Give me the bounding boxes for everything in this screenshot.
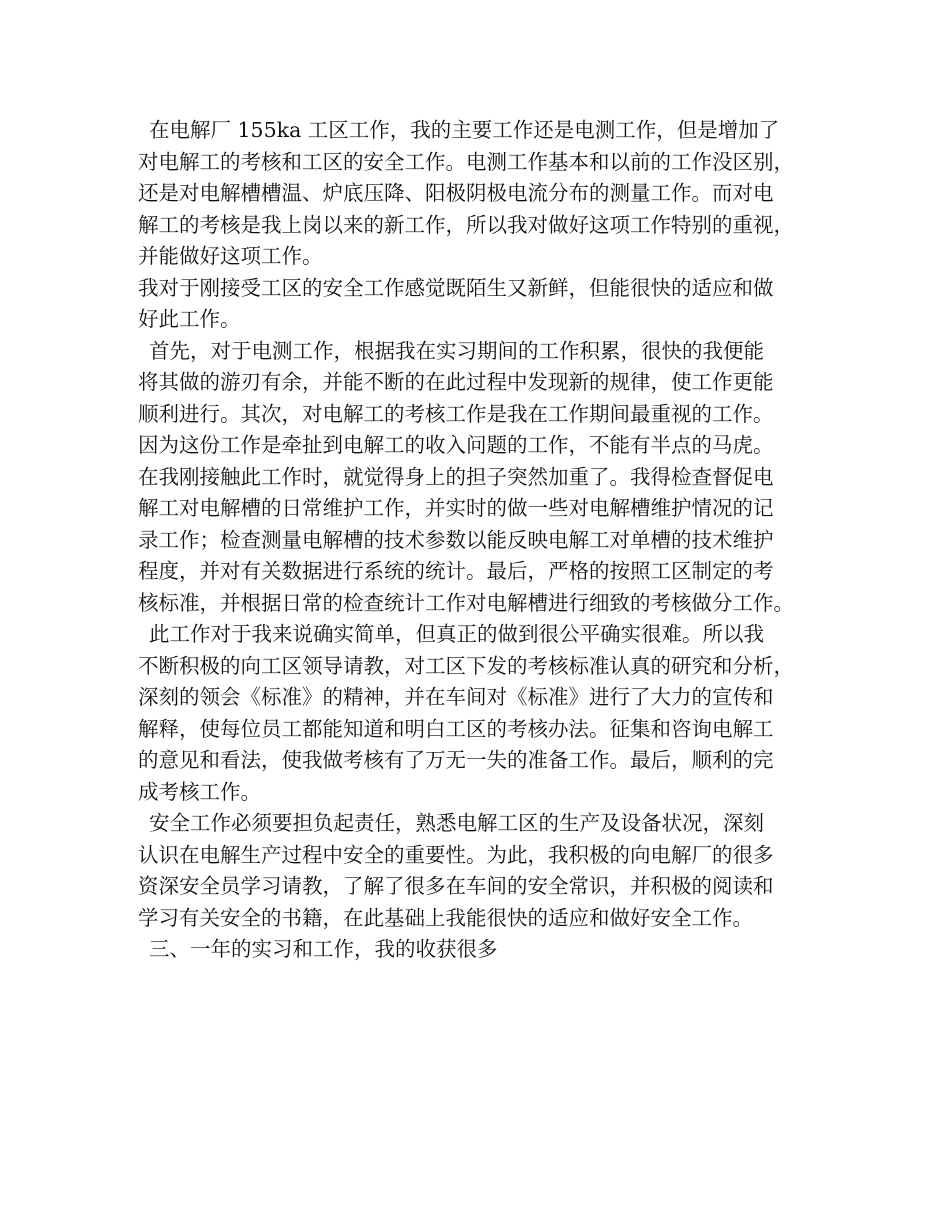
text-line: 核标准，并根据日常的检查统计工作对电解槽进行细致的考核做分工作。 <box>138 590 794 615</box>
text-line: 将其做的游刃有余，并能不断的在此过程中发现新的规律，使工作更能 <box>138 370 774 394</box>
text-line: 解释，使每位员工都能知道和明白工区的考核办法。征集和咨询电解工 <box>138 716 774 741</box>
text-line: 成考核工作。 <box>138 779 261 804</box>
text-line: 安全工作必须要担负起责任，熟悉电解工区的生产及设备状况，深刻 <box>149 811 764 835</box>
document-body <box>138 115 828 966</box>
text-line: 解工对电解槽的日常维护工作，并实时的做一些对电解槽维护情况的记 <box>138 496 774 520</box>
text-line: 认识在电解生产过程中安全的重要性。为此，我积极的向电解厂的很多 <box>138 842 774 867</box>
text-line: 录工作；检查测量电解槽的技术参数以能反映电解工对单槽的技术维护 <box>138 527 774 552</box>
text-line: 的意见和看法，使我做考核有了万无一失的准备工作。最后，顺利的完 <box>138 748 774 772</box>
text-line: 首先，对于电测工作，根据我在实习期间的工作积累，很快的我便能 <box>149 338 764 363</box>
text-line: 此工作对于我来说确实简单，但真正的做到很公平确实很难。所以我 <box>149 622 764 646</box>
text-line: 解工的考核是我上岗以来的新工作，所以我对做好这项工作特别的重视， <box>138 212 794 237</box>
text-line: 好此工作。 <box>138 307 241 331</box>
text-line: 顺利进行。其次，对电解工的考核工作是我在工作期间最重视的工作。 <box>138 401 774 426</box>
text-line: 我对于刚接受工区的安全工作感觉既陌生又新鲜，但能很快的适应和做 <box>138 275 774 300</box>
text-line: 因为这份工作是牵扯到电解工的收入问题的工作，不能有半点的马虎。 <box>138 433 774 457</box>
text-line: 在我刚接触此工作时，就觉得身上的担子突然加重了。我得检查督促电 <box>138 464 774 489</box>
text-line: 并能做好这项工作。 <box>138 244 323 268</box>
text-line: 在电解厂 155ka 工区工作，我的主要工作还是电测工作，但是增加了 <box>149 118 780 142</box>
text-line: 深刻的领会《标准》的精神，并在车间对《标准》进行了大力的宣传和 <box>138 685 774 709</box>
text-line: 对电解工的考核和工区的安全工作。电测工作基本和以前的工作没区别， <box>138 149 794 174</box>
text-line: 还是对电解槽槽温、炉底压降、阳极阴极电流分布的测量工作。而对电 <box>138 181 774 205</box>
text-line: 不断积极的向工区领导请教，对工区下发的考核标准认真的研究和分析， <box>138 653 794 678</box>
text-line: 资深安全员学习请教，了解了很多在车间的安全常识，并积极的阅读和 <box>138 874 774 898</box>
text-line: 程度，并对有关数据进行系统的统计。最后，严格的按照工区制定的考 <box>138 559 774 583</box>
text-line: 学习有关安全的书籍，在此基础上我能很快的适应和做好安全工作。 <box>138 905 753 930</box>
text-line: 三、一年的实习和工作，我的收获很多 <box>149 937 498 961</box>
